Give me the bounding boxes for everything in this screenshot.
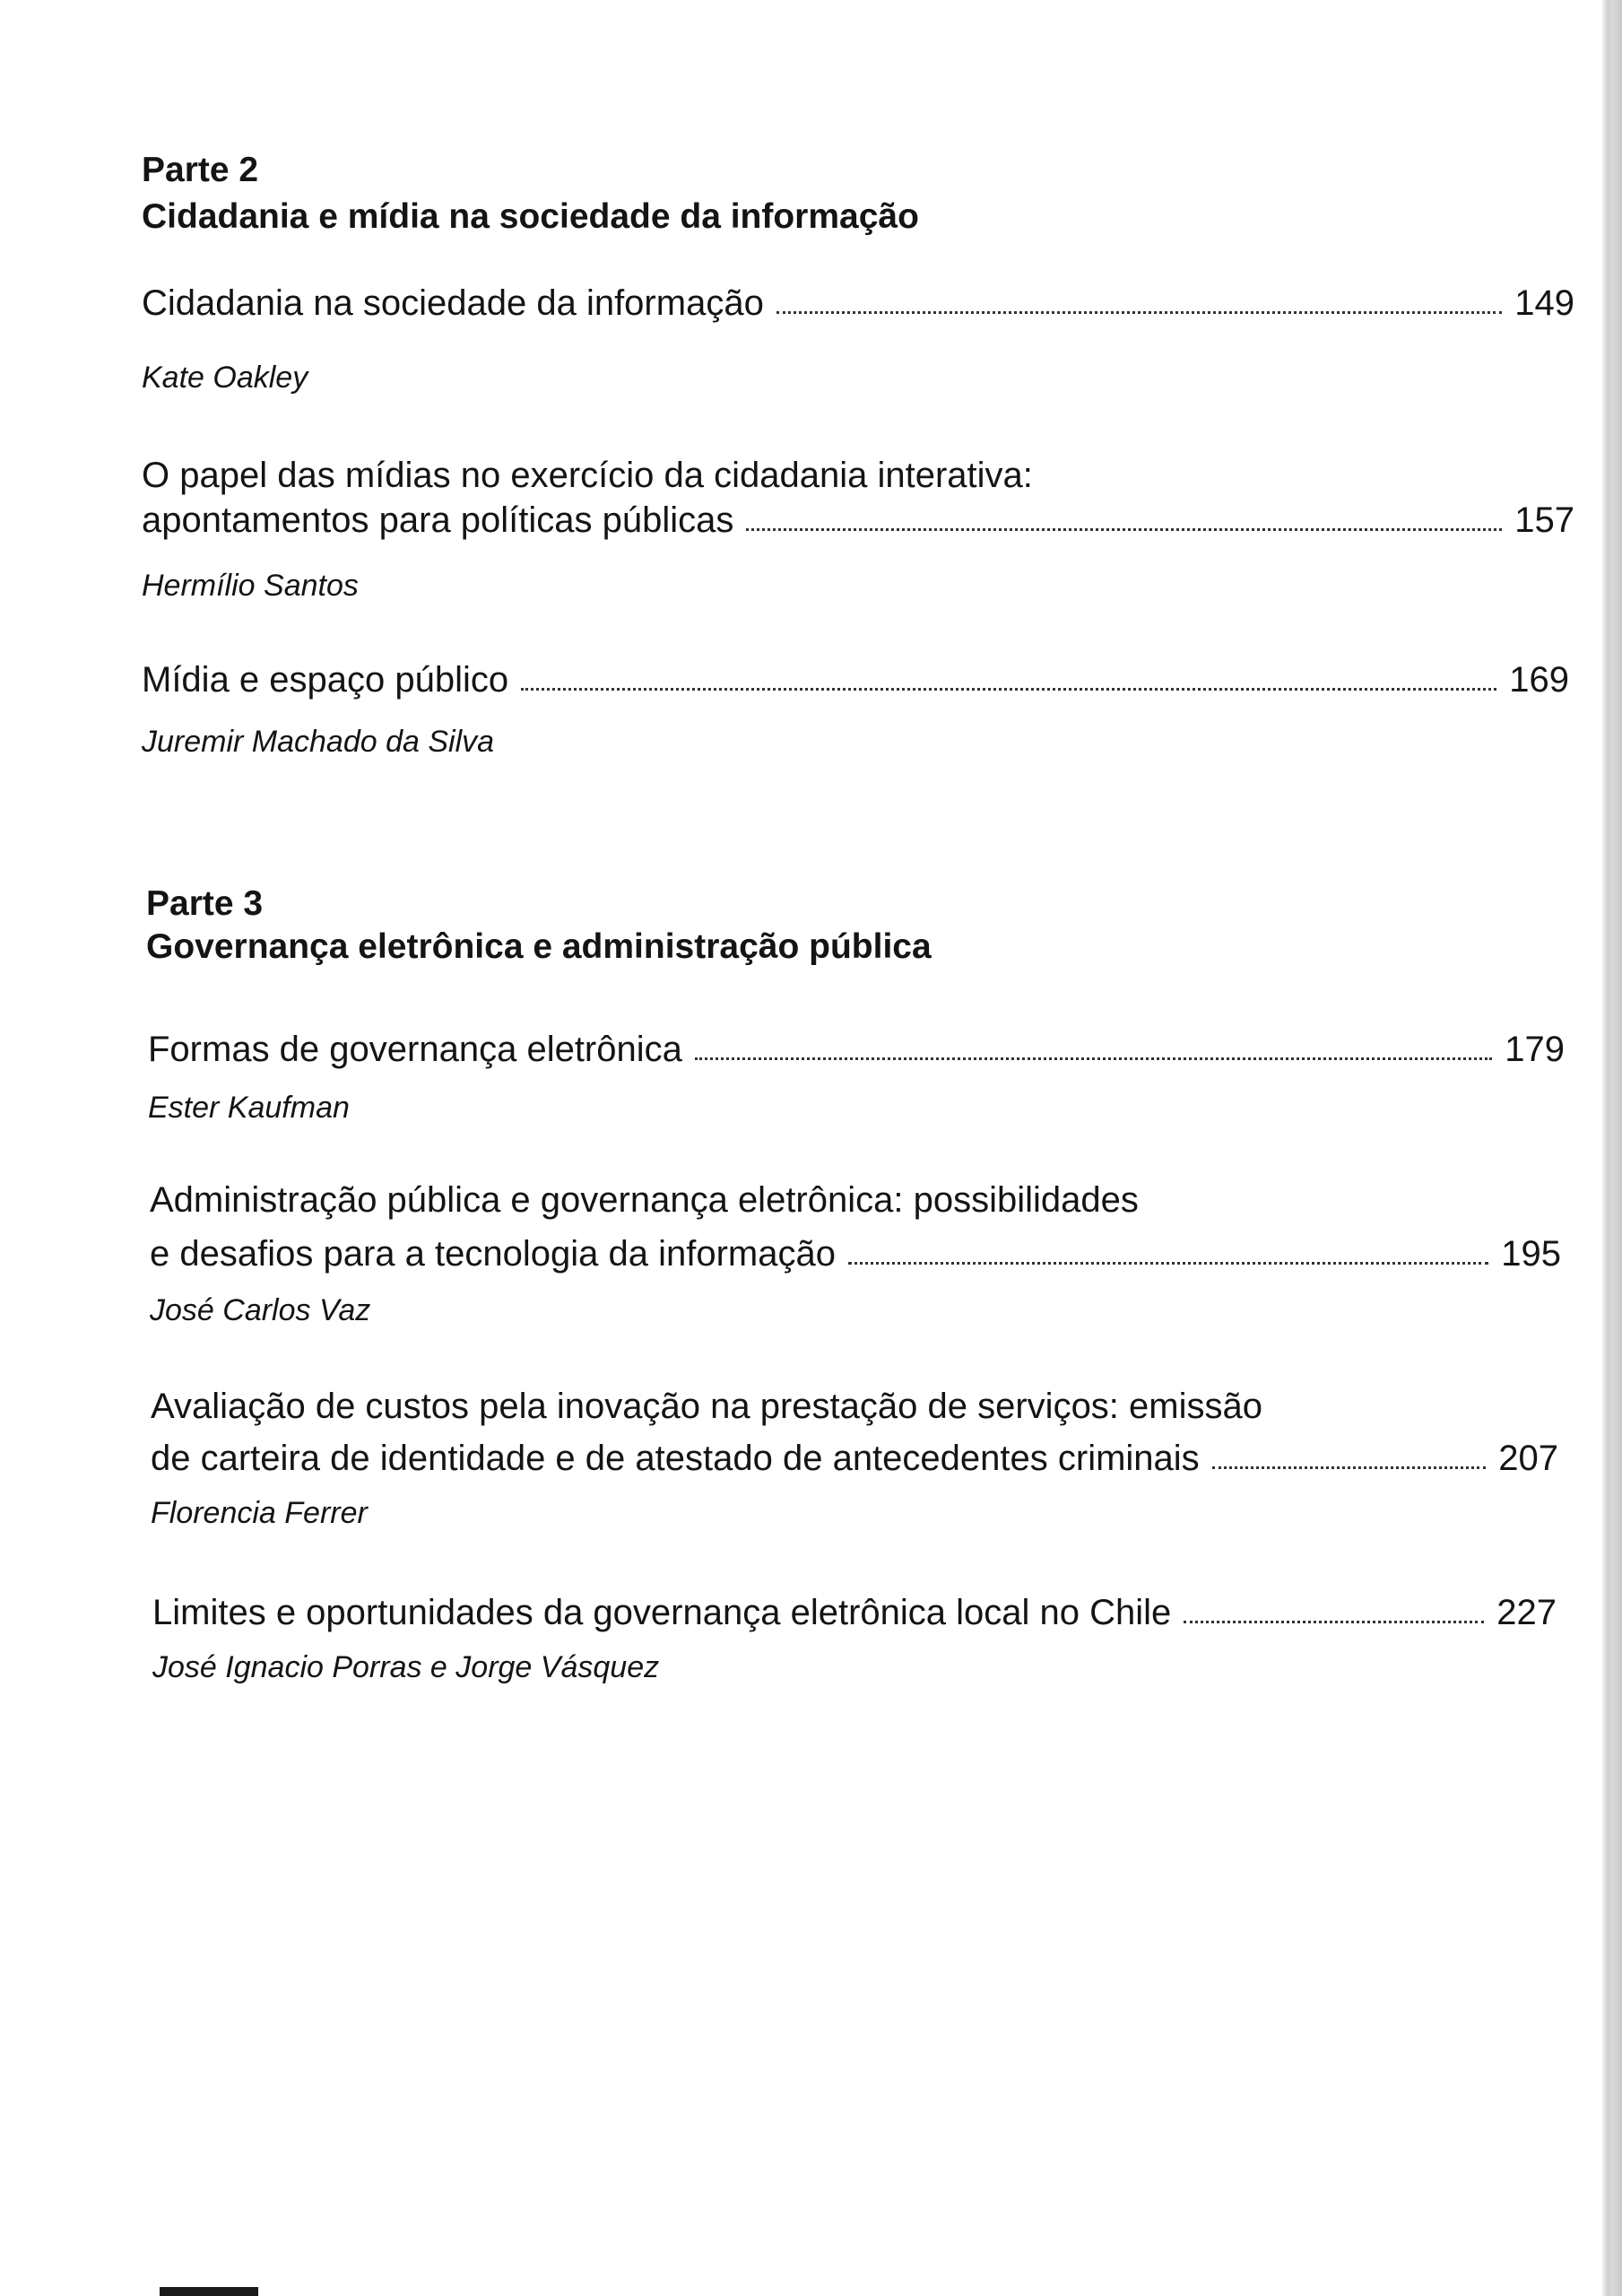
toc-entry-author: José Ignacio Porras e Jorge Vásquez — [152, 1650, 660, 1684]
toc-entry-title: Mídia e espaço público — [142, 660, 509, 700]
toc-entry-157[interactable] — [142, 502, 1574, 538]
toc-entry-title-line[interactable]: Avaliação de custos pela inovação na prestação de serviços: emissão — [151, 1387, 1262, 1426]
page-number: 195 — [1501, 1234, 1561, 1274]
toc-entry-author: José Carlos Vaz — [150, 1293, 371, 1327]
toc-entry-title: de carteira de identidade e de atestado de antecedentes criminais — [151, 1439, 1200, 1478]
page-number: 179 — [1505, 1030, 1565, 1069]
toc-entry-207[interactable] — [151, 1440, 1558, 1476]
page-number: 149 — [1514, 283, 1574, 323]
toc-entry-195[interactable] — [150, 1236, 1561, 1272]
toc-entry-title-line[interactable]: O papel das mídias no exercício da cidadania interativa: — [142, 456, 1033, 495]
toc-entry-149[interactable] — [142, 285, 1574, 321]
dot-leader — [746, 527, 1502, 531]
toc-entry-169[interactable] — [142, 662, 1569, 698]
toc-entry-title: e desafios para a tecnologia da informação — [150, 1234, 836, 1274]
part-3-label: Parte 3 — [146, 884, 264, 923]
toc-entry-author: Hermílio Santos — [142, 569, 359, 603]
dot-leader — [695, 1057, 1492, 1060]
toc-entry-author: Juremir Machado da Silva — [142, 725, 495, 759]
dot-leader — [521, 687, 1496, 691]
toc-entry-179[interactable] — [148, 1031, 1565, 1067]
part-3-title: Governança eletrônica e administração pública — [146, 927, 932, 966]
toc-entry-author: Ester Kaufman — [148, 1091, 350, 1125]
bottom-rule — [160, 2287, 258, 2296]
dot-leader — [848, 1261, 1488, 1265]
page-number: 227 — [1496, 1593, 1557, 1632]
toc-entry-title: Cidadania na sociedade da informação — [142, 283, 764, 323]
part-2-title: Cidadania e mídia na sociedade da informação — [142, 197, 919, 236]
toc-entry-title: Limites e oportunidades da governança eletrônica local no Chile — [152, 1593, 1172, 1632]
page-number: 207 — [1498, 1439, 1558, 1478]
part-2-label: Parte 2 — [142, 151, 259, 189]
toc-entry-title: Formas de governança eletrônica — [148, 1030, 682, 1069]
dot-leader — [1212, 1465, 1487, 1469]
page-edge-shadow — [1602, 0, 1622, 2296]
dot-leader — [776, 310, 1502, 314]
toc-entry-author: Kate Oakley — [142, 361, 308, 395]
toc-entry-title: apontamentos para políticas públicas — [142, 500, 734, 540]
dot-leader — [1184, 1620, 1484, 1623]
page-number: 169 — [1509, 660, 1569, 700]
toc-entry-227[interactable] — [152, 1595, 1557, 1631]
toc-entry-title-line[interactable]: Administração pública e governança eletrônica: possibilidades — [150, 1180, 1139, 1220]
toc-entry-author: Florencia Ferrer — [151, 1496, 368, 1530]
page-number: 157 — [1514, 500, 1574, 540]
